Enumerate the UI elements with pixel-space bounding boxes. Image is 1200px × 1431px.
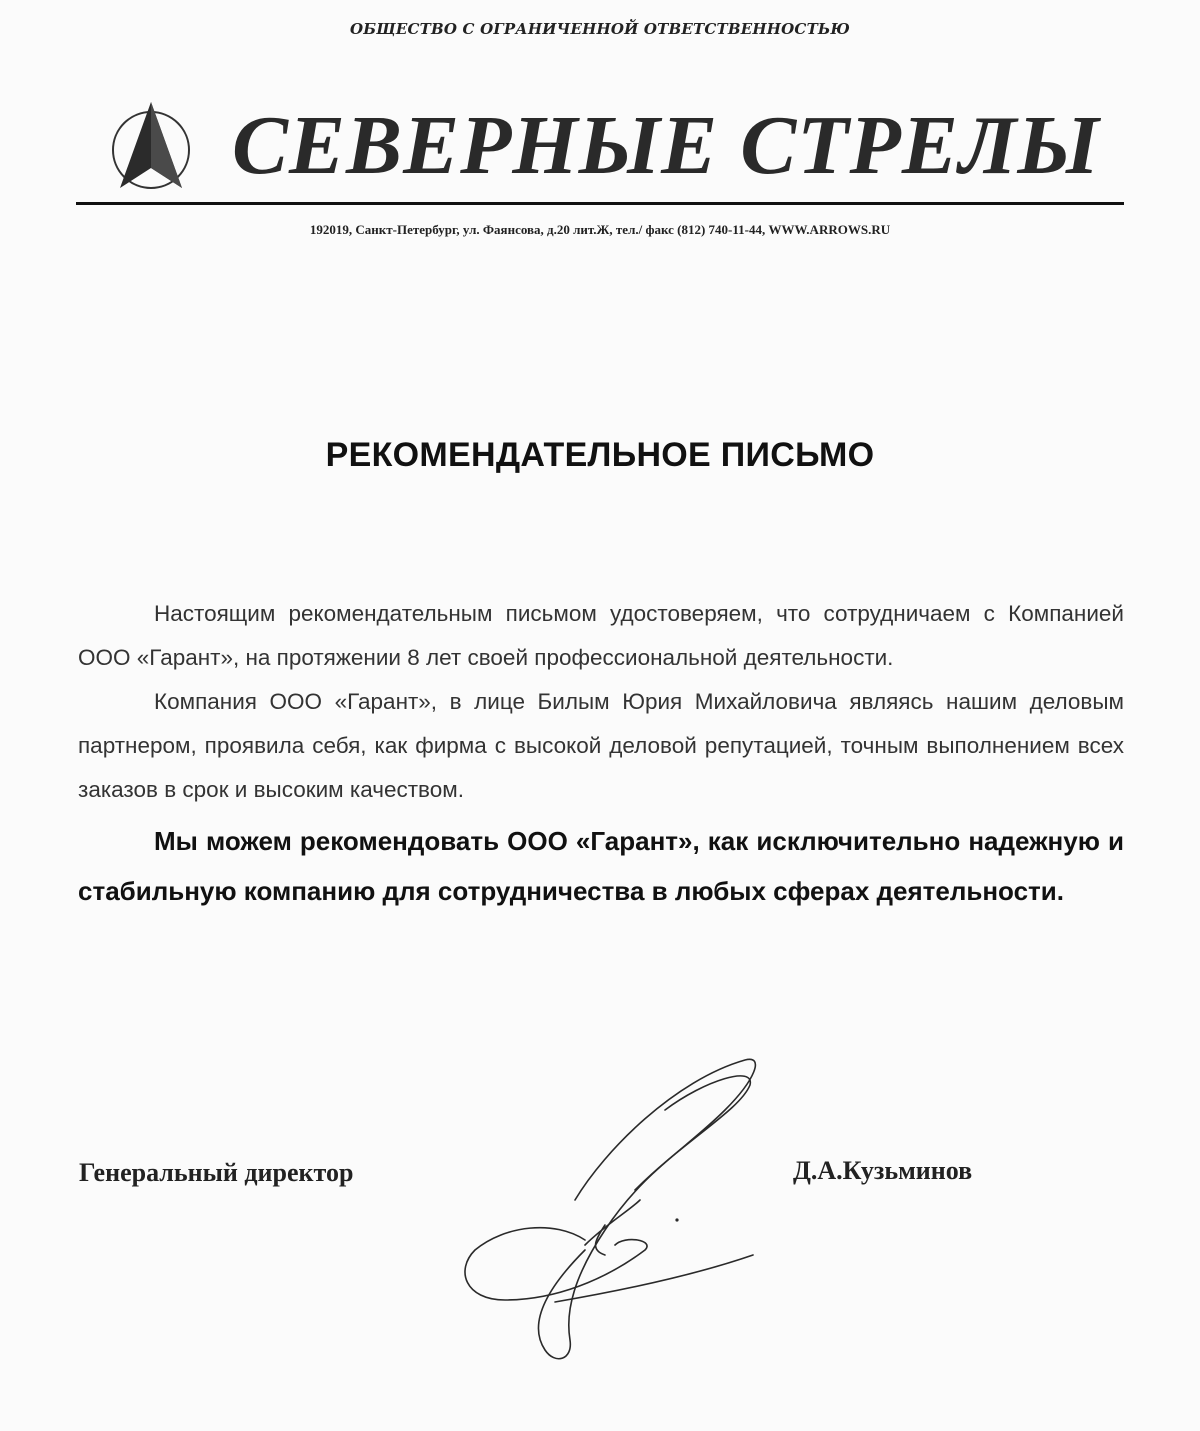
company-address: 192019, Санкт-Петербург, ул. Фаянсова, д.20 лит.Ж, тел./ факс (812) 740-11-44, WWW.ARROWS.RU (309, 222, 891, 237)
signer-name: Д.А.Кузьминов (793, 1156, 973, 1185)
paragraph-1: Настоящим рекомендательным письмом удостоверяем, что сотрудничаем с Компанией ООО «Гарант», на протяжении 8 лет своей профессиональной деятельности. (78, 601, 1124, 670)
paragraph-3-recommendation: Мы можем рекомендовать ООО «Гарант», как исключительно надежную и стабильную компанию для сотрудничества в любых сферах деятельности. (78, 826, 1124, 906)
company-name: СЕВЕРНЫЕ СТРЕЛЫ (232, 99, 1100, 192)
document-title: РЕКОМЕНДАТЕЛЬНОЕ ПИСЬМО (325, 436, 875, 474)
handwritten-signature-icon (455, 1050, 765, 1370)
paragraph-2: Компания ООО «Гарант», в лице Билым Юрия Михайловича являясь нашим деловым партнером, проявила себя, как фирма с высокой деловой репутацией, точным выполнением всех заказов в срок и высоким качеством. (78, 689, 1124, 802)
org-type-line: ОБЩЕСТВО С ОГРАНИЧЕННОЙ ОТВЕТСТВЕННОСТЬЮ (349, 20, 851, 38)
header-divider (76, 202, 1124, 205)
arrow-in-circle-icon (106, 100, 196, 192)
signer-position: Генеральный директор (79, 1158, 354, 1187)
letter-body (78, 592, 1124, 916)
